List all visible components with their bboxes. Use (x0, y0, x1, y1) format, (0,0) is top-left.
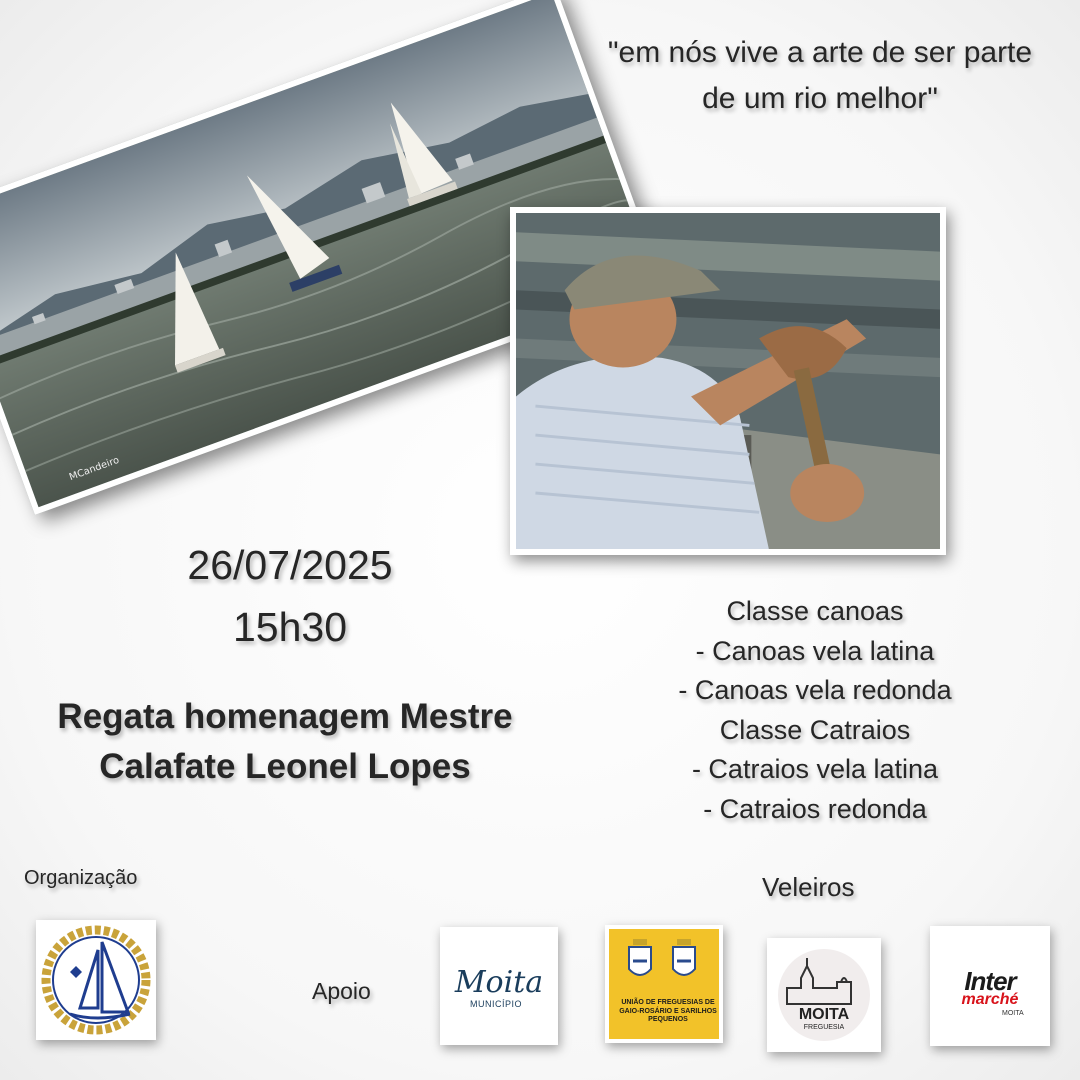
intermarche-line-2: marché (961, 991, 1019, 1008)
uniao-freguesias-text: UNIÃO DE FREGUESIAS DE GAIO-ROSÁRIO E SARILHOS PEQUENOS (619, 999, 717, 1023)
church-skyline-icon (767, 938, 881, 1052)
event-title (20, 692, 550, 792)
class-item: - Canoas vela redonda (678, 675, 952, 706)
event-title-line-1: Regata homenagem Mestre (57, 697, 513, 736)
rope-sailboat-emblem-icon (36, 920, 156, 1040)
regatta-classes-list (640, 592, 990, 830)
quote-line-2: de um rio melhor" (702, 82, 938, 115)
intermarche-line-3: MOITA (1002, 1010, 1024, 1017)
uniao-freguesias-logo (605, 925, 723, 1043)
quote (560, 30, 1080, 122)
veleiros-label: Veleiros (762, 872, 855, 902)
moita-municipio-name: Moita (454, 965, 544, 1000)
moita-freguesia-sub: FREGUESIA (803, 1024, 845, 1031)
moita-municipio-sub: MUNICÍPIO (470, 999, 523, 1009)
apoio-label: Apoio (312, 978, 371, 1004)
organizer-logo (36, 920, 156, 1040)
event-date: 26/07/2025 (187, 542, 393, 588)
class-item: Classe Catraios (719, 714, 911, 745)
caulker-illustration (516, 213, 940, 549)
quote-line-1: "em nós vive a arte de ser parte (607, 36, 1033, 69)
class-item: Classe canoas (726, 596, 904, 626)
caulker-craftsman-photo (510, 207, 946, 555)
uniao-background (609, 929, 719, 1039)
moita-freguesia-logo (767, 938, 881, 1052)
class-item: - Catraios vela latina (691, 754, 939, 785)
moita-freguesia-name: MOITA (798, 1006, 850, 1023)
event-title-line-2: Calafate Leonel Lopes (99, 747, 471, 786)
coat-of-arms-icon (609, 929, 719, 989)
class-item: - Canoas vela latina (695, 635, 935, 666)
intermarche-line-1: Inter (964, 966, 1016, 996)
moita-municipio-logo (440, 927, 558, 1045)
class-item: - Catraios redonda (703, 793, 927, 824)
organizacao-label: Organização (24, 867, 138, 889)
event-time: 15h30 (232, 604, 347, 650)
photo-watermark: MCandeiro (67, 454, 121, 484)
intermarche-logo (930, 926, 1050, 1046)
